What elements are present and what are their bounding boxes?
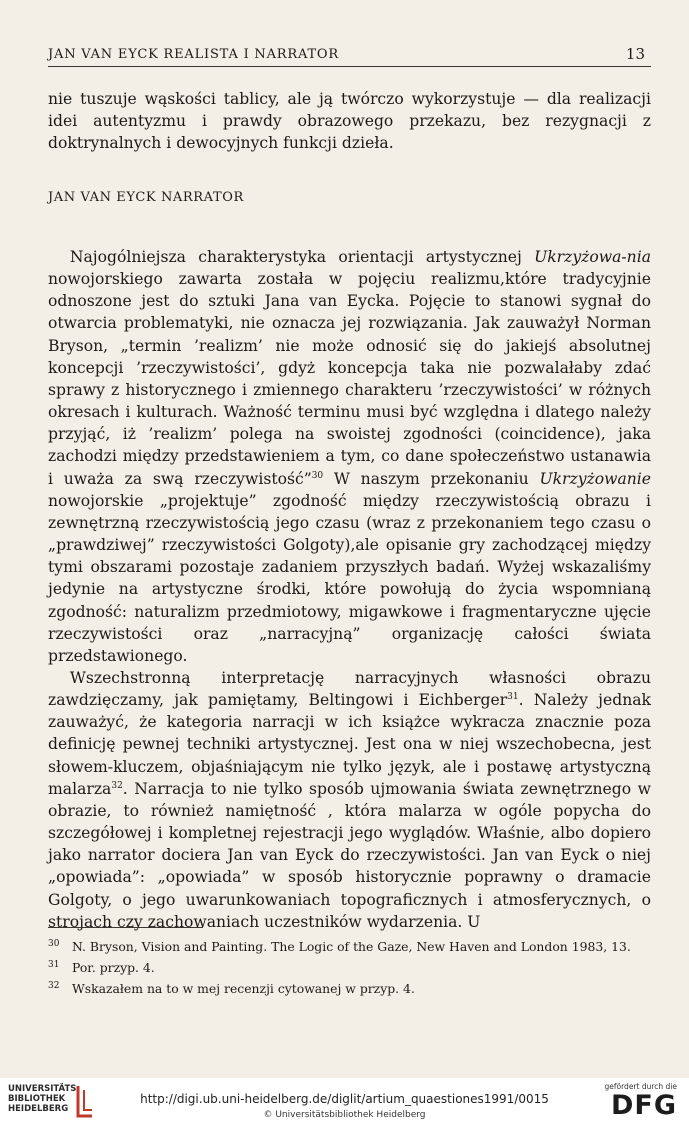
footnote-ref-31[interactable]: 31 (507, 692, 519, 703)
running-head (48, 46, 651, 67)
source-url-link[interactable]: http://digi.ub.uni-heidelberg.de/diglit/artium_quaestiones1991/0015 (140, 1092, 549, 1106)
page-number: 13 (625, 45, 645, 63)
dfg-logo: gefördert durch die DFG (604, 1082, 677, 1121)
paragraph-1: Najogólniejsza charakterystyka orientacji artystycznej Ukrzyżowa-nia nowojorskiego zawarta została w pojęciu realizmu,które tradycyjnie odnoszone jest do sztuki Jana van Eycka. Pojęcie to stanowi sygnał do otwarcia problematyki, nie oznacza jej rozwiązania. Jak zauważył Norman Bryson, „termin ’realizm’ nie może odnosić się do jakiejś absolutnej koncepcji ’rzeczywistości’, gdyż koncepcja taka nie pozwalałaby zdać sprawy z historycznego i zmiennego charakteru ’rzeczywistości’ w różnych okresach i kulturach. Ważność terminu musi być względna i dlatego należy przyjąć, iż ’realizm’ polega na swoistej zgodności (coincidence), jaka zachodzi między przedstawieniem a tym, co dane społeczeństwo ustanawia i uważa za swą rzeczywistość”$^{30}$ W naszym przekonaniu Ukrzyżowanie nowojorskie „projektuje” zgodność między rzeczywistością obrazu i zewnętrzną rzeczywistością jego czasu (wraz z przekonaniem tego czasu o „prawdziwej” rzeczywistości Golgoty),ale opisanie gry zachodzącej między tymi obszarami pozostaje zadaniem przyszłych badań. Wyżej wskazaliśmy jedynie na artystyczne środki, które powołują do życia wspomnianą zgodność: naturalizm przedmiotowy, migawkowe i fragmentaryczne ujęcie rzeczywistości oraz „narracyjną” organizację całości świata przedstawionego. (48, 248, 652, 665)
library-logo-text: UNIVERSITÄTS- BIBLIOTHEK HEIDELBERG (8, 1084, 80, 1114)
footnote-item: 30 N. Bryson, Vision and Painting. The Logic of the Gaze, New Haven and London 1983, 13. (48, 939, 631, 954)
footnote-item: 31 Por. przyp. 4. (48, 960, 155, 975)
copyright-text: © Universitätsbibliothek Heidelberg (263, 1110, 426, 1120)
paragraph-continuation (48, 88, 651, 154)
title-ukrzyzowania: Ukrzyżowa- (534, 248, 627, 266)
footnote-item: 32 Wskazałem na to w mej recenzji cytowanej w przyp. 4. (48, 981, 415, 996)
footnote-ref-32[interactable]: 32 (111, 780, 123, 791)
title-ukrzyzowanie: Ukrzyżowanie (539, 469, 652, 488)
paragraph-text: nie tuszuje wąskości tablicy, ale ją twórczo wykorzystuje — dla realizacji idei autentyzmu i prawdy obrazowego przekazu, bez rezygnacji z doktrynalnych i dewocyjnych funkcji dzieła. (48, 90, 651, 153)
footnote-divider (48, 927, 203, 928)
main-text (48, 246, 651, 933)
footnotes (48, 935, 658, 998)
section-heading: JAN VAN EYCK NARRATOR (48, 190, 244, 205)
digitization-footer (0, 1078, 689, 1130)
paragraph-2: Wszechstronną interpretację narracyjnych własności obrazu zawdzięczamy, jak pamiętamy, Beltingowi i Eichberger$^{31}$. Należy jednak zauważyć, że kategoria narracji w ich książce wykracza znacznie poza definicję pewnej techniki artystycznej. Jest ona w niej wszechobecna, jest słowem-kluczem, objaśniającym nie tylko język, ale i postawę artystyczną malarza$^{32}$. Narracja to nie tylko sposób ujmowania świata zewnętrznego w obrazie, to również namiętność , która malarza w ogóle popycha do szczegółowej i kompletnej rejestracji jego wyglądów. Właśnie, albo dopiero jako narrator dociera Jan van Eyck do rzeczywistości. Jan van Eyck o niej „opowiada”: „opowiada” w sposób historycznie poprawny o dramacie Golgoty, o jego uwarunkowaniach topograficznych i atmosferycznych, o strojach czy zachowaniach uczestników wydarzenia. U (48, 668, 651, 931)
footnote-ref-30[interactable]: 30 (311, 470, 324, 481)
running-head-title: JAN VAN EYCK REALISTA I NARRATOR (48, 47, 339, 62)
